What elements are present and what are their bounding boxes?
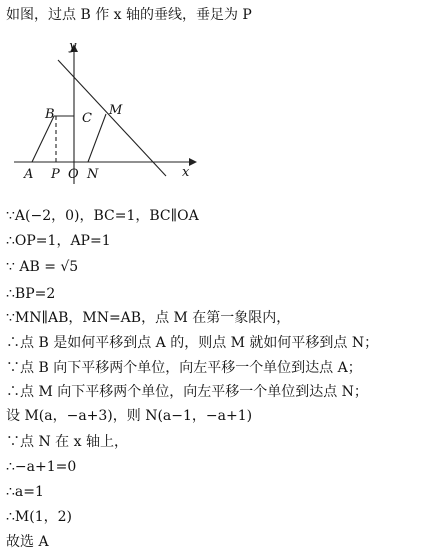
line-intro: 如图，过点 B 作 x 轴的垂线，垂足为 P — [6, 7, 252, 23]
label-y: y — [69, 39, 77, 54]
label-b: B — [45, 107, 55, 122]
segment-ab — [32, 116, 54, 162]
label-a: A — [24, 167, 34, 182]
label-n: N — [87, 167, 99, 182]
line-op-ap: ∴OP=1，AP=1 — [6, 233, 111, 249]
line-mn: ∵MN∥AB，MN=AB，点 M 在第一象限内， — [6, 310, 291, 326]
line-n-on-axis: ∵点 N 在 x 轴上， — [6, 434, 128, 450]
label-c: C — [82, 111, 92, 126]
line-b-to-a: ∵点 B 向下平移两个单位，向左平移一个单位到达点 A； — [6, 360, 362, 376]
line-eq: ∴−a+1=0 — [6, 459, 77, 475]
line-bp: ∴BP=2 — [6, 286, 56, 302]
label-x: x — [182, 165, 190, 180]
line-answer: 故选 A — [6, 534, 49, 550]
line-translate-ba: ∴点 B 是如何平移到点 A 的，则点 M 就如何平移到点 N； — [6, 335, 379, 351]
line-ab: ∵ AB = √5 — [6, 259, 79, 275]
coordinate-figure — [6, 34, 206, 184]
line-set-m: 设 M(a，−a+3)，则 N(a−1，−a+1) — [6, 408, 253, 424]
line-m-coords: ∴M(1，2) — [6, 509, 72, 525]
line-a-value: ∴a=1 — [6, 484, 44, 500]
label-m: M — [109, 103, 123, 118]
line-m-to-n: ∴点 M 向下平移两个单位，向左平移一个单位到达点 N； — [6, 384, 368, 400]
x-axis-arrow — [189, 158, 197, 166]
label-o: O — [68, 167, 79, 182]
line-given-a: ∵A(−2，0)，BC=1，BC∥OA — [6, 208, 199, 224]
label-p: P — [51, 167, 60, 182]
